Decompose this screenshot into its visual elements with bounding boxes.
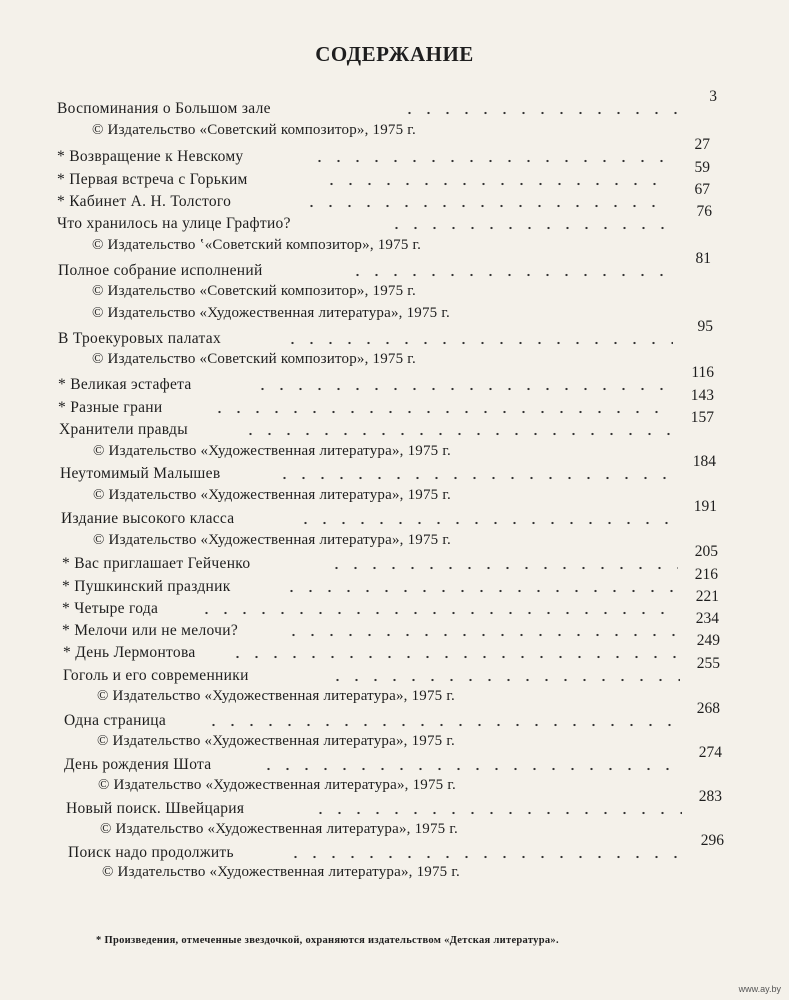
leader-dots xyxy=(275,476,676,480)
toc-page-number: 157 xyxy=(690,409,714,426)
toc-entry-title: * Четыре года xyxy=(62,600,159,617)
toc-entry xyxy=(58,318,713,349)
toc-page-number: 67 xyxy=(694,181,710,198)
toc-entry-title: * Вас приглашает Гейченко xyxy=(62,555,251,572)
toc-page-number: 191 xyxy=(693,498,717,515)
toc-entry-title: * Великая эстафета xyxy=(58,376,192,393)
leader-dots xyxy=(228,655,680,659)
leader-dots xyxy=(387,226,672,230)
toc-entry xyxy=(57,159,710,190)
toc-entry-title: * Возвращение к Невскому xyxy=(57,148,244,165)
toc-entry-title: Новый поиск. Швейцария xyxy=(66,800,245,817)
toc-page-number: 268 xyxy=(696,700,720,717)
toc-page-number: 249 xyxy=(696,632,720,649)
toc-page-number: 116 xyxy=(691,364,714,381)
publisher-note: © Издательство ʽ«Советский композитор», 1975 г. xyxy=(92,237,422,253)
leader-dots xyxy=(322,182,670,186)
toc-entry xyxy=(62,566,718,597)
toc-entry-title: Издание высокого класса xyxy=(61,510,235,527)
leader-dots xyxy=(296,521,677,525)
toc-entry xyxy=(58,250,711,281)
leader-dots xyxy=(284,633,679,637)
page-title: СОДЕРЖАНИЕ xyxy=(315,42,474,66)
toc-entry xyxy=(57,136,710,167)
publisher-note: © Издательство «Художественная литература», 1975 г. xyxy=(93,487,451,503)
toc-entry xyxy=(63,632,720,663)
toc-entry-title: Поиск надо продолжить xyxy=(68,844,234,861)
leader-dots xyxy=(327,566,678,570)
toc-entry xyxy=(58,364,714,395)
toc-page-number: 59 xyxy=(694,159,710,176)
toc-page-number: 274 xyxy=(698,744,722,761)
toc-page-number: 221 xyxy=(695,588,719,605)
publisher-note: © Издательство «Художественная литература», 1975 г. xyxy=(98,777,456,793)
leader-dots xyxy=(286,855,684,859)
toc-entry xyxy=(62,543,718,574)
toc-page-number: 81 xyxy=(695,250,711,267)
toc-page-number: 3 xyxy=(709,88,717,105)
toc-entry xyxy=(61,498,717,529)
toc-entry-title: * Разные грани xyxy=(58,399,163,416)
publisher-note: © Издательство «Художественная литература», 1975 г. xyxy=(92,305,450,321)
publisher-note: © Издательство «Художественная литература», 1975 г. xyxy=(97,733,455,749)
toc-entry-title: * Кабинет А. Н. Толстого xyxy=(57,193,232,210)
leader-dots xyxy=(400,111,677,115)
leader-dots xyxy=(253,387,674,391)
toc-entry-title: Полное собрание исполнений xyxy=(58,262,263,279)
toc-entry xyxy=(59,409,714,440)
toc-entry-title: Неутомимый Малышев xyxy=(60,465,221,482)
toc-entry xyxy=(58,387,714,418)
toc-entry xyxy=(57,181,710,212)
publisher-note: © Издательство «Художественная литература», 1975 г. xyxy=(97,688,455,704)
footnote: * Произведения, отмеченные звездочкой, охраняются издательством «Детская литература». xyxy=(96,935,559,946)
leader-dots xyxy=(311,811,682,815)
leader-dots xyxy=(328,678,680,682)
toc-entry xyxy=(63,655,720,686)
leader-dots xyxy=(204,723,680,727)
publisher-note: © Издательство «Советский композитор», 1975 г. xyxy=(92,122,416,138)
toc-entry xyxy=(62,610,719,641)
toc-entry xyxy=(57,88,717,119)
toc-entry xyxy=(64,744,722,775)
toc-page-number: 205 xyxy=(694,543,718,560)
publisher-note: © Издательство «Художественная литература», 1975 г. xyxy=(93,443,451,459)
leader-dots xyxy=(302,204,670,208)
toc-page-number: 27 xyxy=(694,136,710,153)
toc-page-number: 255 xyxy=(696,655,720,672)
publisher-note: © Издательство «Художественная литература», 1975 г. xyxy=(102,864,460,880)
toc-entry-title: В Троекуровых палатах xyxy=(58,330,221,347)
publisher-note: © Издательство «Художественная литература», 1975 г. xyxy=(100,821,458,837)
toc-entry xyxy=(60,453,716,484)
toc-page-number: 283 xyxy=(698,788,722,805)
leader-dots xyxy=(348,273,671,277)
leader-dots xyxy=(310,159,670,163)
leader-dots xyxy=(282,589,678,593)
toc-page-number: 234 xyxy=(695,610,719,627)
toc-page-number: 216 xyxy=(694,566,718,583)
toc-page-number: 184 xyxy=(692,453,716,470)
watermark: www.ay.by xyxy=(738,984,781,994)
toc-entry xyxy=(64,700,720,731)
toc-entry-title: * День Лермонтова xyxy=(63,644,196,661)
leader-dots xyxy=(283,341,673,345)
toc-entry-title: * Пушкинский праздник xyxy=(62,578,231,595)
toc-entry-title: Одна страница xyxy=(64,712,167,729)
toc-entry-title: Воспоминания о Большом зале xyxy=(57,100,271,117)
toc-entry-title: Хранители правды xyxy=(59,421,188,438)
toc-entry xyxy=(66,788,722,819)
toc-entry xyxy=(62,588,719,619)
toc-entry-title: * Первая встреча с Горьким xyxy=(57,171,248,188)
toc-page-number: 143 xyxy=(690,387,714,404)
toc-page-number: 296 xyxy=(700,832,724,849)
leader-dots xyxy=(197,611,679,615)
publisher-note: © Издательство «Советский композитор», 1975 г. xyxy=(92,351,416,367)
leader-dots xyxy=(259,767,682,771)
toc-page-number: 76 xyxy=(696,203,712,220)
toc-entry-title: Гоголь и его современники xyxy=(63,667,249,684)
toc-entry xyxy=(68,832,724,863)
toc-entry-title: Что хранилось на улице Графтио? xyxy=(57,215,291,232)
toc-page-number: 95 xyxy=(697,318,713,335)
leader-dots xyxy=(210,410,674,414)
toc-entry-title: День рождения Шота xyxy=(64,756,212,773)
publisher-note: © Издательство «Советский композитор», 1975 г. xyxy=(92,283,416,299)
leader-dots xyxy=(241,432,674,436)
toc-entry-title: * Мелочи или не мелочи? xyxy=(62,622,239,639)
toc-entry xyxy=(57,203,712,234)
publisher-note: © Издательство «Художественная литература», 1975 г. xyxy=(93,532,451,548)
